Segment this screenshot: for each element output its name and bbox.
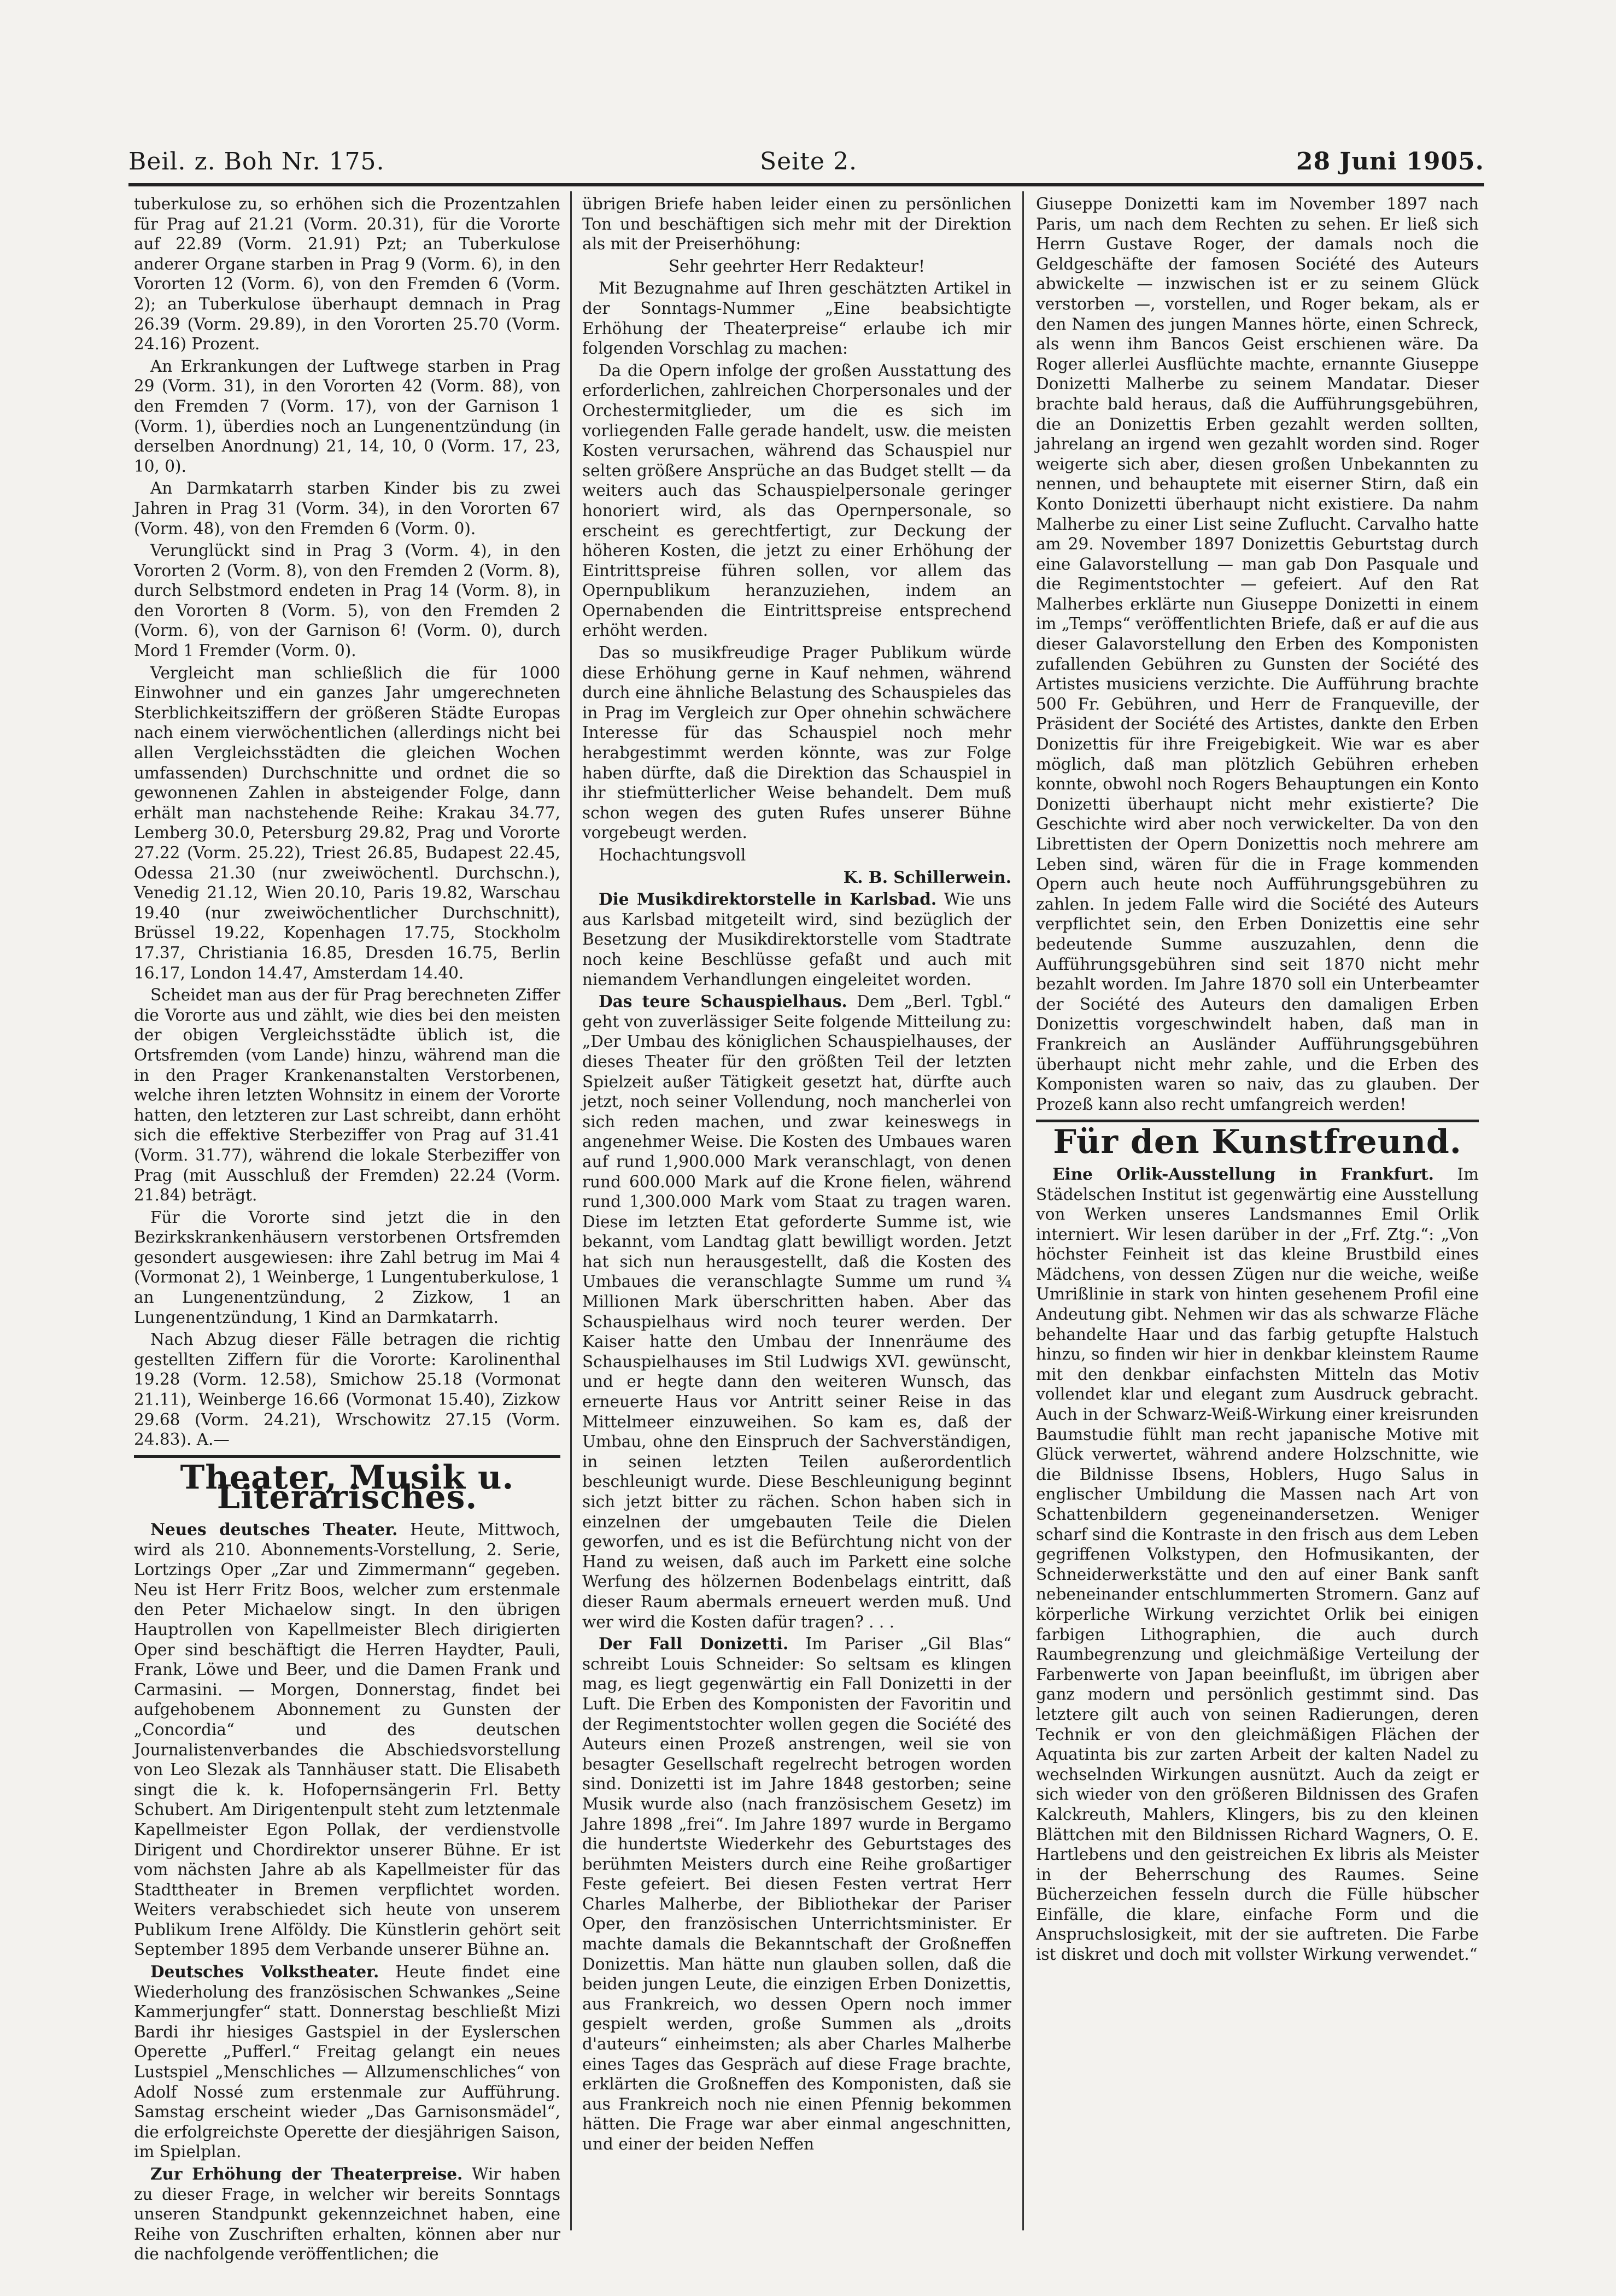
article-body: Heute findet eine Wiederholung des französischen Schwankes „Seine Kammerjungfer“ statt. Donnerstag beschließt Mizi Bardi ihr hiesiges Gastspiel in der Eyslerschen Operette „Pufferl.“ Freitag gelangt ein neues Lustspiel „Menschliches — Allzumenschliches“ von Adolf Nossé zum erstenmale zur Aufführung. Samstag erscheint wieder „Das Garnisonsmädel“, die erfolgreichste Operette der diesjährigen Saison, im Spielplan.: [134, 1963, 560, 2162]
article-paragraph: tuberkulose zu, so erhöhen sich die Prozentzahlen für Prag auf 21.21 (Vorm. 20.31), für die Vororte auf 22.89 (Vorm. 21.91) Pzt; an Tuberkulose anderer Organe starben in Prag 9 (Vorm. 6), in den Vororten 12 (Vorm. 6), von den Fremden 6 (Vorm. 2); an Tuberkulose überhaupt demnach in Prag 26.39 (Vorm. 29.89), in den Vororten 25.70 (Vorm. 24.16) Prozent.: [134, 195, 560, 354]
article-paragraph: Für die Vororte sind jetzt die in den Bezirkskrankenhäusern verstorbenen Ortsfremden gesondert ausgewiesen: ihre Zahl betrug im Mai 4 (Vormonat 2), 1 Weinberge, 1 Lungentuberkulose, 1 an Lungenentzündung, 2 Zizkow, 1 an Lungenentzündung, 1 Kind an Darmkatarrh.: [134, 1208, 560, 1327]
section-rule: [1036, 1120, 1479, 1122]
article-heading: Neues deutsches Theater.: [150, 1520, 398, 1539]
article-item: [134, 1520, 560, 1960]
article-paragraph: Mit Bezugnahme auf Ihren geschätzten Artikel in der Sonntags-Nummer „Eine beabsichtigte Erhöhung der Theaterpreise“ erlaube ich mir folgenden Vorschlag zu machen:: [582, 279, 1011, 358]
article-item: [582, 992, 1011, 1632]
article-item: [134, 2164, 560, 2264]
letter-signature: K. B. Schillerwein.: [843, 867, 1011, 887]
article-body: Heute, Mittwoch, wird als 210. Abonnements-Vorstellung, 2. Serie, Lortzings Oper „Zar und Zimmermann“ gegeben. Neu ist Herr Fritz Boos, welcher zum erstenmale den Peter Michaelow singt. In den übrigen Hauptrollen von Kapellmeister Blech dirigierten Oper sind beschäftigt die Herren Haydter, Pauli, Frank, Löwe und Beer, und die Damen Frank und Carmasini. — Morgen, Donnerstag, findet bei aufgehobenem Abonnement zu Gunsten der „Concordia“ und des deutschen Journalistenverbandes die Abschiedsvorstellung von Leo Slezak als Tannhäuser statt. Die Elisabeth singt die k. k. Hofopernsängerin Frl. Betty Schubert. Am Dirigentenpult steht zum letztenmale Kapellmeister Egon Pollak, der verdienstvolle Dirigent und Chordirektor unserer Bühne. Er ist vom nächsten Jahre ab als Kapellmeister für das Stadttheater in Bremen verpflichtet worden. Weiters verabschiedet sich heute von unserem Publikum Irene Alföldy. Die Künstlerin gehört seit September 1895 dem Verbande unserer Bühne an.: [134, 1520, 560, 1959]
letter-closing: Hochachtungsvoll: [599, 846, 746, 864]
column-divider-1: [570, 191, 572, 2230]
article-paragraph: übrigen Briefe haben leider einen zu persönlichen Ton und beschäftigen sich mehr mit der Direktion als mit der Preiserhöhung:: [582, 195, 1011, 254]
article-paragraph: Das so musikfreudige Prager Publikum würde diese Erhöhung gerne in Kauf nehmen, während durch eine ähnliche Belastung des Schauspieles das in Prag im Vergleich zur Oper ohnehin schwächere Interesse für das Schauspiel noch mehr herabgestimmt werden könnte, was zur Folge haben dürfte, daß die Direktion das Schauspiel in ihr stiefmütterlicher Weise behandelt. Dem muß schon wegen des guten Rufes unserer Bühne vorgebeugt werden.: [582, 643, 1011, 842]
article-item: [1036, 1164, 1479, 1965]
header-page-number: Seite 2.: [760, 148, 857, 175]
section-title-kunstfreund: Für den Kunstfreund.: [1053, 1123, 1462, 1162]
letter-greeting: Sehr geehrter Herr Redakteur!: [669, 256, 925, 276]
page-header: [128, 139, 1484, 183]
article-body: Dem „Berl. Tgbl.“ geht von zuverlässiger Seite folgende Mitteilung zu: „Der Umbau des königlichen Schauspielhauses, der dieses Theater für den größten Teil der letzten Spielzeit außer Tätigkeit gesetzt hat, dürfte auch jetzt, noch seiner Vollendung, noch mancherlei von sich reden machen, und zwar keineswegs in angenehmer Weise. Die Kosten des Umbaues waren auf rund 1,900.000 Mark veranschlagt, von denen rund 600.000 Mark auf die Krone fielen, während rund 1,300.000 Mark vom Staat zu tragen waren. Diese im letzten Etat geforderte Summe ist, wie bekannt, vom Landtag glatt bewilligt worden. Jetzt hat sich nun herausgestellt, daß die Kosten des Umbaues die veranschlagte Summe um rund ¾ Millionen Mark überschritten haben. Aber das Schauspielhaus wird noch teurer werden. Der Kaiser hatte den Umbau der Innenräume des Schauspielhauses im Stil Ludwigs XVI. gewünscht, und er hegte dann den weiteren Wunsch, das erneuerte Haus vor Antritt seiner Reise in das Mittelmeer einzuweihen. So kam es, daß der Umbau, ohne den Einspruch der Sachverständigen, in seinen letzten Teilen außerordentlich beschleunigt wurde. Diese Beschleunigung beginnt sich jetzt bitter zu rächen. Schon haben sich in einzelnen der umgebauten Teile die Dielen geworfen, und es ist die Befürchtung nicht von der Hand zu weisen, daß auch im Parkett eine solche Werfung des hölzernen Bodenbelags eintritt, daß dieser Raum abermals erneuert werden muß. Und wer wird die Kosten dafür tragen? . . .: [582, 992, 1011, 1631]
column-2: [582, 194, 1011, 2228]
article-body: Wie uns aus Karlsbad mitgeteilt wird, sind bezüglich der Besetzung der Musikdirektorstelle vom Stadtrate noch keine Beschlüsse gefaßt und auch mit niemandem Verhandlungen eingeleitet worden.: [582, 890, 1011, 989]
column-3: [1036, 194, 1479, 2228]
article-body: Im Pariser „Gil Blas“ schreibt Louis Schneider: So seltsam es klingen mag, es liegt gegenwärtig ein Fall Donizetti in der Luft. Die Erben des Komponisten der Favoritin und der Regimentstochter wollen gegen die Société des Auteurs einen Prozeß anstrengen, weil sie von besagter Gesellschaft regelrecht betrogen worden sind. Donizetti ist im Jahre 1848 gestorben; seine Musik wurde also (nach französischem Gesetz) im Jahre 1898 „frei“. Im Jahre 1897 wurde in Bergamo die hundertste Wiederkehr des Geburtstages des berühmten Meisters durch eine Reihe großartiger Feste gefeiert. Bei diesen Festen vertrat Herr Charles Malherbe, der Bibliothekar der Pariser Oper, den französischen Unterrichtsminister. Er machte damals die Bekanntschaft der Großneffen Donizettis. Man hätte nun glauben sollen, daß die beiden jungen Leute, die einzigen Erben Donizettis, aus Frankreich, wo dessen Opern noch immer gespielt werden, große Summen als „droits d'auteurs“ einheimsten; als aber Charles Malherbe eines Tages das Gespräch auf diese Frage brachte, erklärten die Großneffen des Komponisten, daß sie aus Frankreich noch nie einen Pfennig bekommen hätten. Die Frage war aber einmal angeschnitten, und einer der beiden Neffen: [582, 1635, 1011, 2153]
article-item: [134, 1962, 560, 2162]
article-paragraph: Nach Abzug dieser Fälle betragen die richtig gestellten Ziffern für die Vororte: Karolinenthal 19.28 (Vorm. 12.58), Smichow 25.18 (Vormonat 21.11), Weinberge 16.66 (Vormonat 15.40), Zizkow 29.68 (Vorm. 24.21), Wrschowitz 27.15 (Vorm. 24.83). A.—: [134, 1330, 560, 1449]
article-paragraph: An Erkrankungen der Luftwege starben in Prag 29 (Vorm. 31), in den Vororten 42 (Vorm. 88), von den Fremden 7 (Vorm. 17), von der Garnison 1 (Vorm. 1), überdies noch an Lungenentzündung (in derselben Anordnung) 21, 14, 10, 0 (Vorm. 17, 23, 10, 0).: [134, 356, 560, 476]
article-heading: Die Musikdirektorstelle in Karlsbad.: [599, 889, 937, 909]
article-heading: Zur Erhöhung der Theaterpreise.: [150, 2164, 463, 2183]
article-paragraph: Scheidet man aus der für Prag berechneten Ziffer die Vororte aus und zählt, wie dies bei den meisten der obigen Vergleichsstädte üblich ist, die Ortsfremden (vom Lande) hinzu, während man die in den Prager Krankenanstalten Verstorbenen, welche ihren letzten Wohnsitz in einem der Vororte hatten, den letzteren zur Last schreibt, dann erhöht sich die effektive Sterbeziffer von Prag auf 31.41 (Vorm. 31.77), während die lokale Sterbeziffer von Prag (mit Ausschluß der Fremden) 22.24 (Vorm. 21.84) beträgt.: [134, 986, 560, 1205]
article-heading: Das teure Schauspielhaus.: [599, 992, 847, 1011]
article-heading: Der Fall Donizetti.: [599, 1634, 789, 1654]
article-body: Wir haben zu dieser Frage, in welcher wir bereits Sonntags unseren Standpunkt gekennzeichnet haben, eine Reihe von Zuschriften erhalten, können aber nur die nachfolgende veröffentlichen; die: [134, 2165, 560, 2264]
section-title-theater: Theater, Musik u. Literarisches.: [180, 1458, 514, 1517]
article-paragraph: Verunglückt sind in Prag 3 (Vorm. 4), in den Vororten 2 (Vorm. 8), von den Fremden 2 (Vorm. 8), durch Selbstmord endeten in Prag 14 (Vorm. 8), in den Vororten 8 (Vorm. 5), von den Fremden 2 (Vorm. 6), von der Garnison 6! (Vorm. 0), durch Mord 1 Fremder (Vorm. 0).: [134, 541, 560, 660]
section-rule: [134, 1455, 560, 1458]
article-item: [582, 1634, 1011, 2154]
article-heading: Deutsches Volkstheater.: [150, 1962, 379, 1982]
article-heading: Eine Orlik-Ausstellung in Frankfurt.: [1052, 1164, 1434, 1184]
article-paragraph: Da die Opern infolge der großen Ausstattung des erforderlichen, zahlreichen Chorpersonales und der Orchestermitglieder, um die es sich im vorliegenden Falle gerade handelt, usw. die meisten Kosten verursachen, während das Schauspiel nur selten größere Ansprüche an das Budget stellt — da weiters auch das Schauspielpersonale geringer honoriert wird, als das Opernpersonale, so erscheint es gerechtfertigt, zur Deckung der höheren Kosten, die jetzt zu einer Erhöhung der Eintrittspreise führen sollen, vor allem das Opernpublikum heranzuziehen, indem an Opernabenden die Eintrittspreise entsprechend erhöht werden.: [582, 361, 1011, 640]
column-1: [134, 194, 560, 2264]
article-paragraph: Vergleicht man schließlich die für 1000 Einwohner und ein ganzes Jahr umgerechneten Sterblichkeitsziffern der größeren Städte Europas nach einem vierwöchentlichen (allerdings nicht bei allen Vergleichsstädten die gleichen Wochen umfassenden) Durchschnitte und ordnet die so gewonnenen Zahlen in absteigender Folge, dann erhält man nachstehende Reihe: Krakau 34.77, Lemberg 30.0, Petersburg 29.82, Prag und Vororte 27.22 (Vorm. 25.22), Triest 26.85, Budapest 22.45, Odessa 21.30 (nur zweiwöchentl. Durchschn.), Venedig 21.12, Wien 20.10, Paris 19.82, Warschau 19.40 (nur zweiwöchentlicher Durchschnitt), Brüssel 19.22, Kopenhagen 17.75, Stockholm 17.37, Christiania 16.85, Dresden 16.75, Berlin 16.17, London 14.47, Amsterdam 14.40.: [134, 663, 560, 982]
header-issue: Beil. z. Boh Nr. 175.: [128, 148, 385, 175]
article-paragraph: An Darmkatarrh starben Kinder bis zu zwei Jahren in Prag 31 (Vorm. 34), in den Vororten 67 (Vorm. 48), von den Fremden 6 (Vorm. 0).: [134, 479, 560, 538]
header-date: 28 Juni 1905.: [1296, 148, 1484, 175]
column-divider-2: [1022, 191, 1024, 2230]
article-body: Im Städelschen Institut ist gegenwärtig eine Ausstellung von Werken unseres Landsmannes Emil Orlik interniert. Wir lesen darüber in der „Frf. Ztg.“: „Von höchster Feinheit ist das kleine Brustbild eines Mädchens, von dessen Zügen nur die weiche, weiße Umrißlinie in stark von hinten gesehenem Profil eine Andeutung gibt. Nehmen wir das als schwarze Fläche behandelte Haar und das farbig getupfte Halstuch hinzu, so finden wir hier in denkbar kleinstem Raume mit den denkbar einfachsten Mitteln das Motiv vollendet klar und elegant zum Ausdruck gebracht. Auch in der Schwarz-Weiß-Wirkung einer kreisrunden Baumstudie fühlt man recht japanische Motive mit Glück verwertet, während andere Holzschnitte, wie die Bildnisse Ibsens, Hoblers, Hugo Salus in englischer Umbildung die Massen nach Art von Schattenbildern gegeneinandersetzen. Weniger scharf sind die Kontraste in den frisch aus dem Leben gegriffenen Volkstypen, den Hofmusikanten, der Schneiderwerkstätte und den auf einer Bank sanft nebeneinander entschlummerten Stromern. Ganz auf körperliche Wirkung verzichtet Orlik bei einigen farbigen Lithographien, die auch durch Raumbegrenzung und gleichmäßige Verteilung der Farbenwerte von Japan beeinflußt, im übrigen aber ganz modern und persönlich gestimmt sind. Das letztere gilt auch von seinen Radierungen, deren Technik er von den gleichmäßigen Flächen der Aquatinta bis zur zarten Arbeit der kalten Nadel zu wechselnden Wirkungen ausnützt. Auch da zeigt er sich wieder von den größeren Bildnissen des Grafen Kalckreuth, Mahlers, Klingers, bis zu den kleinen Blättchen mit den Bildnissen Richard Wagners, O. E. Hartlebens und den geistreichen Ex libris als Meister in der Beherrschung des Raumes. Seine Bücherzeichen fesseln durch die Fülle hübscher Einfälle, die klare, einfache Form und die Anspruchslosigkeit, mit der sie auftreten. Die Farbe ist diskret und doch mit vollster Wirkung verwendet.“: [1036, 1164, 1479, 1964]
header-rule: [128, 183, 1484, 186]
article-item: [582, 889, 1011, 989]
article-paragraph: Giuseppe Donizetti kam im November 1897 nach Paris, um nach dem Rechten zu sehen. Er ließ sich Herrn Gustave Roger, der damals noch die Geldgeschäfte der famosen Société des Auteurs abwickelte — inzwischen ist er zu seinem Glück verstorben —, vorstellen, und Roger bekam, als er den Namen des jungen Mannes hörte, einen Schreck, als wenn ihm Bancos Geist erschienen wäre. Da Roger allerlei Ausflüchte machte, ernannte Giuseppe Donizetti Malherbe zu seinem Mandatar. Dieser brachte bald heraus, daß die Aufführungsgebühren, die an Donizettis Erben gezahlt werden sollten, jahrelang an irgend wen gezahlt worden sind. Roger weigerte sich aber, diesen großen Unbekannten zu nennen, und behauptete mit eiserner Stirn, daß ein Konto Donizetti überhaupt nicht existiere. Da nahm Malherbe zu einer List seine Zuflucht. Carvalho hatte am 29. November 1897 Donizettis Geburtstag durch eine Galavorstellung — man gab Don Pasquale und die Regimentstochter — gefeiert. Auf den Rat Malherbes erklärte nun Giuseppe Donizetti in einem im „Temps“ veröffentlichten Briefe, daß er auf die aus dieser Galavorstellung den Erben des Komponisten zufallenden Gebühren zu Gunsten der Société des Artistes musiciens verzichte. Die Aufführung brachte 500 Fr. Gebühren, und Herr de Franqueville, der Präsident der Société des Artistes, dankte den Erben Donizettis für ihre Freigebigkeit. Wie war es aber möglich, daß man plötzlich Gebühren erheben konnte, obwohl noch Rogers Behauptungen ein Konto Donizetti überhaupt nicht mehr existierte? Die Geschichte wird aber noch verwickelter. Da von den Librettisten der Opern Donizettis noch mehrere am Leben sind, wären für die in Frage kommenden Opern auch heute noch Aufführungsgebühren zu zahlen. In jedem Falle wird die Société des Auteurs verpflichtet sein, den Erben Donizettis eine sehr bedeutende Summe auszuzahlen, denn die Aufführungsgebühren sind seit 1870 nicht mehr bezahlt worden. Im Jahre 1870 soll ein Unterbeamter der Société des Auteurs den damaligen Erben Donizettis vorgeschwindelt haben, daß man in Frankreich an Ausländer Aufführungsgebühren überhaupt nicht mehr zahle, und die Erben des Komponisten waren so naiv, das zu glauben. Der Prozeß kann also recht umfangreich werden!: [1036, 195, 1479, 1114]
